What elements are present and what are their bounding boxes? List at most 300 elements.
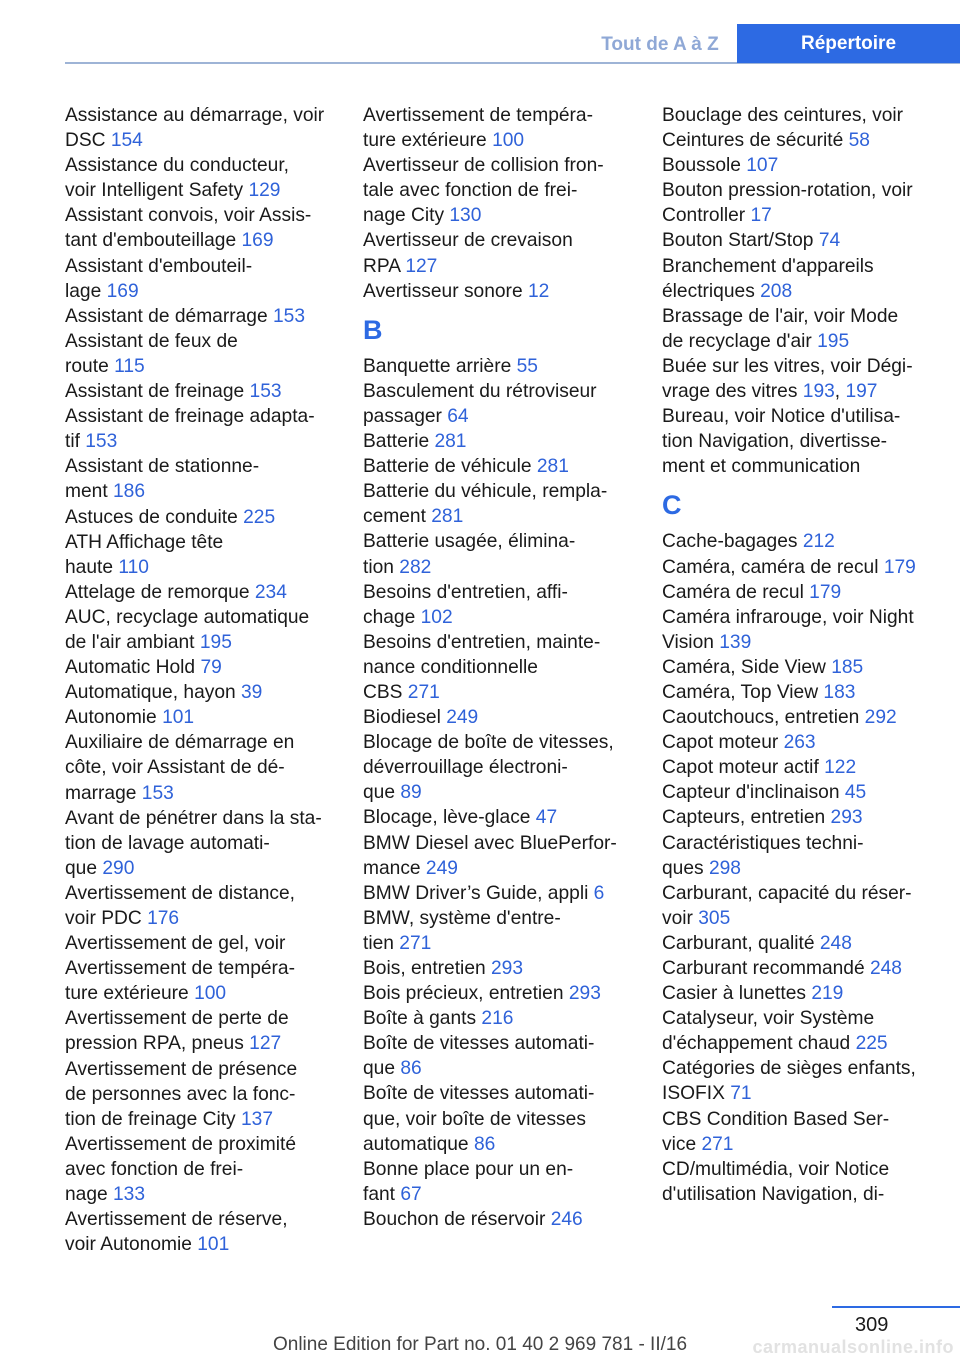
index-entry-text: Avertissement de distance, [65, 882, 296, 904]
index-entry [65, 454, 357, 504]
index-entry-text: Astuces de conduite [65, 506, 244, 528]
index-entry-line [65, 103, 357, 128]
index-entry-line [363, 128, 655, 153]
index-entry-text: Carburant, capacité du réser- [662, 882, 912, 904]
page-link[interactable]: 298 [708, 857, 741, 879]
index-entry-line [662, 680, 960, 705]
index-entry-text: DSC [65, 130, 111, 152]
index-entry-text: Bois, entretien [363, 958, 491, 979]
index-entry-text: voir PDC [65, 908, 148, 929]
index-entry-text: tion [363, 556, 400, 578]
page-link[interactable]: 234 [254, 581, 287, 603]
index-entry-line [662, 856, 960, 881]
index-entry [662, 354, 960, 404]
index-entry-text: ment [65, 481, 113, 503]
page-link[interactable]: 153 [272, 305, 305, 327]
index-entry [662, 780, 960, 805]
index-entry [662, 178, 960, 228]
page-link[interactable]: 64 [447, 405, 469, 427]
index-entry-text: Caméra, Side View [662, 656, 832, 678]
page-link[interactable]: 271 [701, 1133, 734, 1155]
index-entry-line [65, 379, 357, 404]
page-link[interactable]: 139 [719, 631, 752, 653]
page-link[interactable]: 153 [249, 381, 282, 403]
page-link[interactable]: 115 [114, 355, 145, 377]
index-entry-text: Avertissement de tempéra- [65, 958, 295, 980]
index-entry-line [662, 203, 960, 228]
page-link[interactable]: 195 [817, 330, 850, 352]
page-link[interactable]: 74 [818, 230, 841, 252]
index-entry-line [363, 1031, 655, 1056]
index-entry-text: Casier à lunettes [662, 983, 812, 1005]
index-entry-line [363, 404, 655, 429]
index-entry-text: Assistant de feux de [65, 330, 238, 352]
index-entry-text: Assistant de freinage adapta- [65, 406, 315, 428]
index-entry [363, 1157, 655, 1207]
index-entry [662, 1157, 960, 1207]
page-link[interactable]: 122 [824, 757, 857, 779]
index-entry-text: Avertissement de perte de [65, 1008, 289, 1030]
index-entry [65, 655, 357, 680]
index-entry [662, 1107, 960, 1157]
index-entry-text: Assistant de démarrage [65, 305, 273, 327]
index-entry-text: Caméra, caméra de recul [662, 556, 884, 578]
page-link[interactable]: 58 [848, 130, 870, 152]
page-link[interactable]: 292 [864, 707, 897, 729]
index-entry-text: passager [363, 405, 448, 427]
page-link[interactable]: 197 [845, 381, 878, 403]
page-link[interactable]: 219 [811, 983, 844, 1005]
index-entry-line [363, 178, 655, 203]
index-entry-text: BMW Diesel avec BluePerfor- [363, 832, 617, 854]
index-entry-text: Avertissement de présence [65, 1058, 298, 1080]
index-entry-text: Bois précieux, entretien [363, 983, 569, 1005]
index-entry-text: Assistance du conducteur, [65, 155, 289, 177]
page-link[interactable]: 281 [431, 506, 464, 528]
page-link[interactable]: 305 [698, 907, 731, 929]
index-entry-line [65, 354, 357, 379]
page-link[interactable]: 249 [446, 707, 479, 729]
index-entry-text: Bouchon de réservoir [363, 1208, 551, 1230]
index-entry-text: nage [65, 1184, 114, 1206]
index-entry-line [662, 931, 960, 956]
index-entry [363, 379, 655, 429]
page-link[interactable]: 193 [802, 381, 835, 403]
index-entry [363, 1031, 655, 1081]
page-link[interactable]: 129 [248, 180, 281, 202]
index-entry-text: Auxiliaire de démarrage en [65, 732, 295, 754]
index-entry-line [65, 530, 357, 555]
page-link[interactable]: 79 [200, 657, 222, 679]
index-entry-text: vrage des vitres [662, 381, 803, 403]
index-entry-text: Autonomie [65, 707, 163, 729]
page-link[interactable]: 271 [399, 932, 432, 954]
index-entry-text: Avertissement de gel, voir [65, 933, 286, 955]
index-entry-text: que [65, 857, 103, 879]
index-entry-text: Biodiesel [363, 707, 447, 729]
index-entry-text: marrage [65, 782, 142, 804]
index-entry-text: d'échappement chaud [662, 1033, 856, 1055]
index-entry-line [363, 680, 655, 705]
index-entry-text: de recyclage d'air [662, 330, 818, 352]
index-entry-line [662, 379, 960, 404]
page-link[interactable]: 169 [106, 280, 139, 302]
page-link[interactable]: 183 [823, 681, 856, 703]
index-entry-line [65, 655, 357, 680]
index-entry-line [363, 254, 655, 279]
index-entry-text: mance [363, 857, 426, 879]
index-entry [65, 379, 357, 404]
index-column-3 [662, 103, 960, 1207]
index-entry-line [363, 580, 655, 605]
page-link[interactable]: 246 [550, 1208, 583, 1230]
index-entry-line [363, 1081, 655, 1106]
index-entry-line [363, 981, 655, 1006]
index-entry [363, 956, 655, 981]
index-entry-text: Automatic Hold [65, 657, 201, 679]
index-entry [65, 329, 357, 379]
index-entry-text: chage [363, 606, 421, 628]
index-entry-text: Besoins d'entretien, affi- [363, 581, 568, 603]
index-entry-text: ATH Affichage tête [65, 531, 224, 553]
index-entry [662, 153, 960, 178]
page-link[interactable]: 153 [141, 782, 174, 804]
index-entry-text: voir [662, 907, 699, 929]
index-entry-text: BMW Driver’s Guide, appli [363, 882, 594, 904]
page-link[interactable]: 225 [243, 506, 276, 528]
index-entry [662, 931, 960, 956]
index-entry-text: d'utilisation Navigation, di- [662, 1183, 885, 1205]
index-entry-line [662, 254, 960, 279]
index-entry-text: Bouton pression-rotation, voir [662, 180, 913, 202]
index-entry-text: que [363, 782, 401, 804]
index-entry-text: Cache-bagages [662, 531, 803, 553]
index-entry [662, 254, 960, 304]
index-entry-line [662, 981, 960, 1006]
page-link[interactable]: 17 [750, 205, 772, 227]
index-entry [65, 1006, 357, 1056]
page-link[interactable]: 169 [241, 230, 274, 252]
page-link[interactable]: 89 [400, 782, 422, 804]
watermark: carmanualsonline.info [752, 1337, 954, 1357]
page-link[interactable]: 154 [110, 130, 143, 152]
page-link[interactable]: 271 [407, 681, 440, 703]
index-entry-text: Capot moteur actif [662, 757, 825, 779]
page-link[interactable]: 45 [844, 782, 867, 804]
index-entry [662, 529, 960, 554]
index-entry-line [363, 705, 655, 730]
index-entry-line [363, 228, 655, 253]
index-entry-text: Assistance au démarrage, voir [65, 105, 325, 126]
index-entry [363, 454, 655, 479]
index-entry-text: lage [65, 280, 107, 302]
index-entry-line [65, 1006, 357, 1031]
page-link[interactable]: 208 [760, 280, 793, 302]
index-entry-text: Avant de pénétrer dans la sta- [65, 807, 322, 829]
page-link[interactable]: 153 [85, 431, 118, 453]
index-entry-line [363, 203, 655, 228]
index-entry [363, 805, 655, 830]
index-entry-text: RPA [363, 255, 406, 277]
index-entry-text: pression RPA, pneus [65, 1033, 250, 1055]
index-entry-line [363, 906, 655, 931]
index-entry [662, 680, 960, 705]
index-entry-line [65, 580, 357, 605]
index-entry-line [662, 730, 960, 755]
index-entry [65, 203, 357, 253]
index-entry-line [65, 881, 357, 906]
index-entry-text: électriques [662, 280, 761, 302]
page-link[interactable]: 100 [492, 130, 525, 152]
index-entry [363, 705, 655, 730]
index-entry-line [363, 1107, 655, 1132]
index-entry-line [65, 454, 357, 479]
index-entry-text: de personnes avec la fonc- [65, 1083, 296, 1105]
page-link[interactable]: 179 [809, 581, 842, 603]
index-entry-line [65, 1132, 357, 1157]
index-entry-text: Caméra infrarouge, voir Night [662, 606, 914, 628]
page-link[interactable]: 100 [194, 983, 227, 1005]
tab-a-to-z[interactable]: Tout de A à Z [601, 34, 719, 55]
page-link[interactable]: 281 [434, 431, 467, 453]
index-entry-line [65, 730, 357, 755]
index-entry-text: Basculement du rétroviseur [363, 380, 597, 402]
page-link[interactable]: 86 [473, 1133, 496, 1155]
index-entry-line [662, 228, 960, 253]
page-link[interactable]: 225 [855, 1033, 888, 1055]
index-entry-line [662, 906, 960, 931]
index-entry-line [363, 103, 655, 128]
index-entry-line [65, 304, 357, 329]
index-entry-text: Boîte à gants [363, 1008, 482, 1030]
index-entry-text: nance conditionnelle [363, 656, 538, 678]
index-entry [662, 755, 960, 780]
page-link[interactable]: 290 [102, 857, 135, 879]
index-entry-line [662, 1031, 960, 1056]
index-entry-line [363, 454, 655, 479]
index-entry-line [662, 780, 960, 805]
index-entry-text: Avertissement de réserve, [65, 1209, 288, 1231]
page-link[interactable]: 39 [241, 682, 263, 704]
index-entry-line [65, 254, 357, 279]
index-entry [363, 1006, 655, 1031]
index-entry [65, 730, 357, 805]
index-entry [65, 530, 357, 580]
page-link[interactable]: 216 [481, 1008, 514, 1030]
page-link[interactable]: 186 [113, 481, 146, 503]
index-entry-text: route [65, 355, 115, 377]
index-entry-line [662, 655, 960, 680]
index-entry-line [65, 705, 357, 730]
index-entry [363, 981, 655, 1006]
index-entry-text: Capteurs, entretien [662, 807, 831, 829]
page-link[interactable]: 293 [568, 983, 601, 1005]
index-entry-text: Carburant recommandé [662, 958, 870, 979]
index-entry [662, 655, 960, 680]
index-entry [662, 580, 960, 605]
index-entry-text: Caractéristiques techni- [662, 832, 864, 854]
page-link[interactable]: 101 [197, 1234, 230, 1256]
page-link[interactable]: 107 [746, 155, 779, 177]
index-entry-line [363, 555, 655, 580]
index-entry-line [662, 128, 960, 153]
section-letter: B [363, 314, 383, 345]
index-entry-line [662, 831, 960, 856]
index-entry-line [65, 981, 357, 1006]
index-entry-text: Blocage, lève-glace [363, 807, 536, 829]
page-link[interactable]: 127 [249, 1033, 282, 1055]
page-link[interactable]: 281 [536, 456, 569, 478]
index-entry [363, 831, 655, 881]
index-entry-line [662, 1157, 960, 1182]
index-entry-line [65, 153, 357, 178]
index-entry [363, 429, 655, 454]
page-link[interactable]: 248 [819, 932, 852, 954]
index-entry-text: Batterie usagée, élimina- [363, 531, 576, 553]
index-entry [363, 153, 655, 228]
page-link[interactable]: 249 [425, 857, 458, 879]
index-entry-line [662, 1107, 960, 1132]
index-entry-text: déverrouillage électroni- [363, 757, 568, 779]
index-entry [65, 103, 357, 153]
index-column-1 [65, 103, 357, 1257]
index-entry [662, 956, 960, 981]
page-link[interactable]: 47 [535, 807, 558, 829]
index-entry-text: voir Autonomie [65, 1234, 198, 1256]
index-entry-line [65, 856, 357, 881]
index-entry-text: Buée sur les vitres, voir Dégi- [662, 355, 913, 377]
index-entry [662, 981, 960, 1006]
page-link[interactable]: 12 [527, 280, 550, 302]
index-entry-text: Catégories de sièges enfants, [662, 1058, 916, 1080]
section-letter: C [662, 490, 682, 521]
index-entry [65, 1132, 357, 1207]
page-link[interactable]: 133 [113, 1184, 146, 1206]
page-link[interactable]: 127 [405, 255, 438, 277]
index-entry [662, 881, 960, 931]
page-link[interactable]: 110 [118, 556, 149, 578]
index-entry-line [65, 1031, 357, 1056]
index-entry-line [363, 354, 655, 379]
index-entry-line [662, 805, 960, 830]
index-entry [363, 103, 655, 153]
index-entry-text: fant [363, 1183, 401, 1205]
page-link[interactable]: 293 [830, 807, 863, 829]
index-entry [662, 705, 960, 730]
index-entry [662, 304, 960, 354]
page-link[interactable]: 86 [400, 1058, 422, 1080]
index-entry-line [65, 906, 357, 931]
page-link[interactable]: 179 [883, 556, 916, 578]
index-entry [363, 630, 655, 705]
index-entry-line [65, 279, 357, 304]
index-entry-line [65, 1107, 357, 1132]
index-entry-line [65, 128, 357, 153]
index-entry-text: Assistant convois, voir Assis- [65, 205, 312, 227]
index-entry-text: Batterie de véhicule [363, 456, 537, 478]
page-link[interactable]: 185 [831, 656, 864, 678]
index-entry-line [662, 304, 960, 329]
index-entry-line [363, 504, 655, 529]
index-entry-line [363, 1157, 655, 1182]
index-entry-line [65, 429, 357, 454]
page-link[interactable]: 212 [802, 531, 835, 553]
index-entry-text: BMW, système d'entre- [363, 907, 561, 929]
page-link[interactable]: 71 [730, 1083, 752, 1105]
tab-directory[interactable]: Répertoire [737, 24, 960, 63]
index-entry [363, 906, 655, 956]
index-entry-line [363, 755, 655, 780]
index-entry-line [363, 856, 655, 881]
index-entry-line [662, 1182, 960, 1207]
index-entry-text: Avertisseur de crevaison [363, 230, 573, 252]
index-entry-text: Automatique, hayon [65, 682, 242, 704]
index-entry-line [65, 1232, 357, 1257]
index-entry-line [662, 153, 960, 178]
index-entry-text: avec fonction de frei- [65, 1158, 244, 1180]
index-entry-text: voir Intelligent Safety [65, 180, 249, 202]
page-link[interactable]: 55 [516, 355, 538, 377]
index-entry-text: Caoutchoucs, entretien [662, 707, 865, 729]
index-entry-text: que, voir boîte de vitesses [363, 1108, 586, 1130]
index-entry-text: Bonne place pour un en- [363, 1158, 574, 1180]
index-entry-line [65, 605, 357, 630]
page-link[interactable]: 263 [783, 732, 816, 754]
index-entry-text: Branchement d'appareils [662, 255, 874, 277]
page-link[interactable]: 248 [869, 958, 902, 979]
index-entry-line [65, 228, 357, 253]
index-entry-text: Ceintures de sécurité [662, 130, 849, 152]
index-entry [65, 254, 357, 304]
index-entry-text: Batterie du véhicule, rempla- [363, 481, 608, 503]
index-entry-line [65, 203, 357, 228]
index-entry-text: nage City [363, 205, 450, 227]
page-link[interactable]: 195 [199, 631, 232, 653]
index-entry [65, 806, 357, 881]
index-entry-line [363, 780, 655, 805]
index-entry-line [65, 1157, 357, 1182]
index-entry-line [65, 931, 357, 956]
index-entry-line [662, 755, 960, 780]
index-entry-text: Avertisseur sonore [363, 280, 528, 302]
page-link[interactable]: 101 [162, 707, 195, 729]
page-link[interactable]: 6 [593, 882, 605, 904]
index-entry [363, 1081, 655, 1156]
page-link[interactable]: 293 [491, 958, 524, 979]
index-entry-line [662, 1132, 960, 1157]
index-entry [363, 881, 655, 906]
index-entry-line [662, 279, 960, 304]
page-link[interactable]: 137 [241, 1108, 274, 1130]
index-entry-line [662, 1081, 960, 1106]
page-link[interactable]: 102 [420, 606, 453, 628]
index-entry-text: CD/multimédia, voir Notice [662, 1158, 890, 1180]
index-entry-line [662, 555, 960, 580]
index-entry-text: CBS Condition Based Ser- [662, 1108, 890, 1130]
index-entry-line [662, 580, 960, 605]
page-link[interactable]: 282 [399, 556, 432, 578]
index-entry-line [363, 529, 655, 554]
index-entry [65, 580, 357, 605]
index-entry [65, 881, 357, 931]
index-entry-text: Banquette arrière [363, 355, 517, 377]
page-link[interactable]: 176 [147, 908, 180, 929]
index-entry-text: Carburant, qualité [662, 932, 820, 954]
index-entry-text: Caméra, Top View [662, 681, 824, 703]
page-link[interactable]: 67 [400, 1183, 422, 1205]
page-link[interactable]: 130 [449, 205, 482, 227]
index-entry [363, 228, 655, 278]
